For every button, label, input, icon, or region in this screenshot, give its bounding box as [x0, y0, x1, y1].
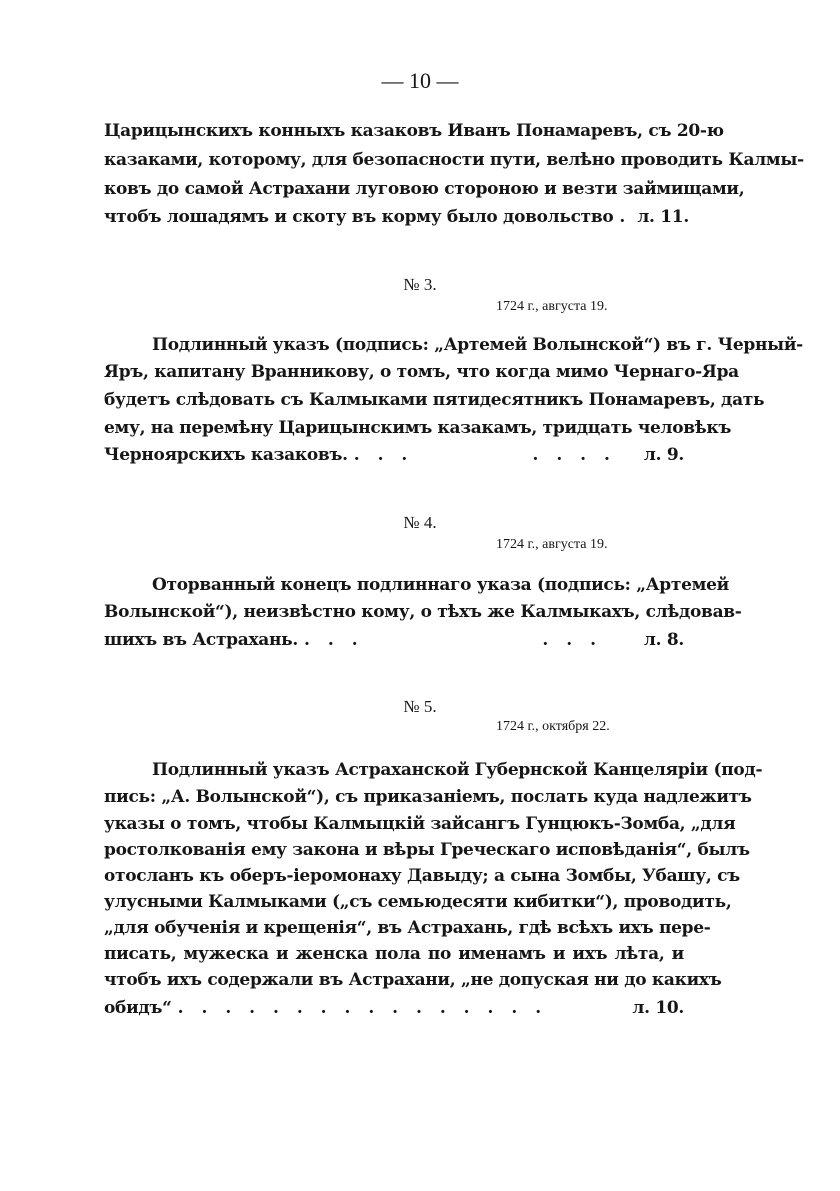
page-number: — 10 —: [381, 68, 459, 93]
entry-date: 1724 г., октября 22.: [496, 719, 610, 734]
text-line: ему, на перемѣну Царицынскимъ казакамъ, тридцать человѣкъ: [104, 418, 732, 438]
line-text: Черноярскихъ казаковъ.: [104, 445, 348, 465]
entry-number: № 4.: [403, 513, 437, 532]
text-line: Волынской“), неизвѣстно кому, о тѣхъ же Калмыкахъ, слѣдовав-: [104, 602, 742, 622]
text-line: будетъ слѣдовать съ Калмыками пятидесятникъ Понамаревъ, дать: [104, 390, 765, 410]
sheet-reference: л. 11.: [637, 207, 689, 227]
entry-date: 1724 г., августа 19.: [496, 537, 608, 552]
sheet-reference: л. 8.: [643, 630, 684, 650]
text-line: отосланъ къ оберъ-іеромонаху Давыду; а сына Зомбы, Убашу, съ: [104, 866, 740, 886]
sheet-reference: л. 9.: [643, 445, 684, 465]
leader-dots: .: [619, 207, 632, 227]
line-text: обидъ“: [104, 998, 172, 1018]
entry-date: 1724 г., августа 19.: [496, 299, 608, 314]
entry-number: № 5.: [403, 697, 437, 716]
entry-number: № 3.: [403, 275, 437, 294]
text-line: „для обученія и крещенія“, въ Астрахань, гдѣ всѣхъ ихъ пере-: [104, 918, 711, 938]
leader-dots: . . . . . . . . . . . . . . . .: [177, 998, 548, 1018]
text-line: Подлинный указъ (подпись: „Артемей Волынской“) въ г. Черный-: [152, 335, 803, 355]
text-line: Подлинный указъ Астраханской Губернской Канцеляріи (под-: [152, 760, 763, 780]
text-line: указы о томъ, чтобы Калмыцкій зайсангъ Гунцюкъ-Зомба, „для: [104, 814, 736, 834]
text-line: чтобъ ихъ содержали въ Астрахани, „не допуская ни до какихъ: [104, 970, 722, 990]
text-line: пись: „А. Волынской“), съ приказаніемъ, послать куда надлежитъ: [104, 787, 752, 807]
text-line-last: [104, 994, 684, 1022]
leader-dots: . . . . . . .: [353, 445, 616, 465]
text-line-last: [104, 441, 684, 469]
leader-dots: . . . . . .: [304, 630, 602, 650]
text-line: Царицынскихъ конныхъ казаковъ Иванъ Понамаревъ, съ 20-ю: [104, 121, 724, 141]
line-text: шихъ въ Астрахань.: [104, 630, 299, 650]
sheet-reference: л. 10.: [632, 998, 684, 1018]
text-line-last: [104, 626, 684, 654]
text-line: ростолкованія ему закона и вѣры Греческаго исповѣданія“, былъ: [104, 840, 750, 860]
text-line: Оторванный конецъ подлиннаго указа (подпись: „Артемей: [152, 575, 729, 595]
line-text: чтобъ лошадямъ и скоту въ корму было довольство: [104, 207, 614, 227]
text-line-last: [104, 203, 689, 231]
text-line: Яръ, капитану Вранникову, о томъ, что когда мимо Чернаго-Яра: [104, 362, 739, 382]
text-line: казаками, которому, для безопасности пути, велѣно проводить Калмы-: [104, 150, 804, 170]
text-line: улусными Калмыками („съ семьюдесяти кибитки“), проводить,: [104, 892, 732, 912]
text-line: ковъ до самой Астрахани луговою стороною и везти займищами,: [104, 179, 745, 199]
text-line: писать, мужеска и женска пола по именамъ и ихъ лѣта, и: [104, 944, 684, 964]
